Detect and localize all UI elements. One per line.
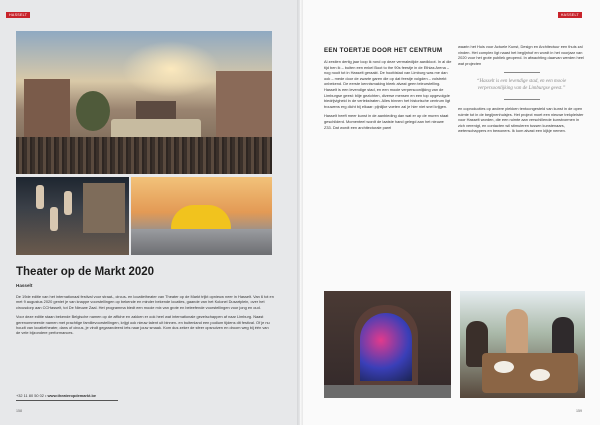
paragraph: en coproducties op andere plekken tentoongesteld van kunst in de open ruimte tot in de begijnenhuisjes. Het project moet een nieuwe trekpleister voor Hasselt worden, die een ruimte aan verschillende kunstvormen in zich verenigt, en contacten wil stimuleren tussen kunstenaars, wetenschappers en bewoners. Ik kom alvast een kijkje nemen. [458,105,584,134]
pull-quote: “Hasselt is een levendige stad, en een mooie verpersoonlijking van de Limburgse geest.” [476,79,567,92]
paragraph: De 19de editie van het internationaal festival voor straat-, circus- en locatietheater van Theater op de Markt trijkt opnieuw neer in Hasselt. Van 6 tot en met 9 augustus 2020 geniet je van knappe voorstellingen op bekende en minder bekende locaties, gaande van het Kolonel Dusartplein, over het circusdorp aan CCHasselt, tot De Nieuwe Zaal. Het programma biedt een mooie mix van grote en beleefende voorstellingen voor jong en oud. [16,294,274,310]
page-number: 159 [576,409,582,413]
article-body [16,294,274,340]
text-column-2 [458,44,585,138]
quote-divider-bottom [504,99,540,100]
website-link[interactable]: www.theateropdemarkt.be [47,393,97,398]
street-art-mural-photo [324,291,451,398]
section-tag: HASSELT [6,12,30,18]
right-page [300,0,600,425]
acrobats-photo [16,177,129,255]
separator: • [45,393,47,398]
paragraph: Al zestien dertig jaar loop ik rond op deze vermaledijde aardkloot. In al die tijd ben ik – buiten een enkel Boot to the 90s feestje in de Ethias Arena – nog nooit tot in Hasselt geraakt. De hoofdstad van Limburg was me dan ook – mede door de zwarte garen die op dat feestje volgden – volstrekt onbekend. De eerste kennismaking bleek alvast geen teleurstelling. Hasselt is een levendige stad, en een mooie verpersoonlijking van de Limburgse geest: blije gezichten, diverse mensen en een top opgevolgde biedrijvigheid in de verlekstraten. Alles binnen het historische centrum ligt trouwens erg dicht bij elkaar: pijnlijke voeten zal je hier niet snel krijgen. [324,59,452,109]
page-gutter [297,0,303,425]
page-number: 158 [16,409,22,413]
section-tag: HASSELT [558,12,582,18]
location-subtitle: Hasselt [16,283,33,288]
contact-rule [16,400,118,401]
quote-divider-top [504,72,540,73]
paragraph: waarin het Huis voor Actuele Kunst, Design en Architectuur een thuis zal vinden. Het complex ligt naast het begijnhof en wordt in het voorjaar van 2020 voor het grote publiek geopend. In afwachting daarvan werden heel wat projecten [458,44,584,66]
paragraph: Voor deze editie staan bekende Belgische namen op de affiche en zakken er ook heel wat internationale gezelschappen af naar Limburg. Naast gerenommeerde namen met prachtige familievoorstellingen, krijgt ook nieuw talent uit binnen- en buitenland een podium tijdens dit festival. Of je nu houdt van locatietheater, dans of circus, je vindt gegarandeerd iets naar jouw smaak. Kom dus zeker de sfeer opsnuiven en droom weg bij één van de vele bijzondere performances. [16,314,270,336]
article-heading: EEN TOERTJE DOOR HET CENTRUM [324,47,443,54]
festival-crowd-photo [16,31,272,174]
circus-tent-photo [131,177,272,255]
paragraph: Hasselt heeft meer kunst in de aanbieding dan wat er op de muren staat geschilderd. Momenteel wordt de laatste hand gelegd aan het nieuwe Z33. Dat wordt een architecturale parel [324,113,449,130]
page-title: Theater op de Markt 2020 [16,266,155,278]
phone-number: +32 11 80 50 02 [16,393,44,398]
contact-line [16,393,96,398]
restaurant-diners-photo [460,291,585,398]
text-column-1 [324,59,452,134]
